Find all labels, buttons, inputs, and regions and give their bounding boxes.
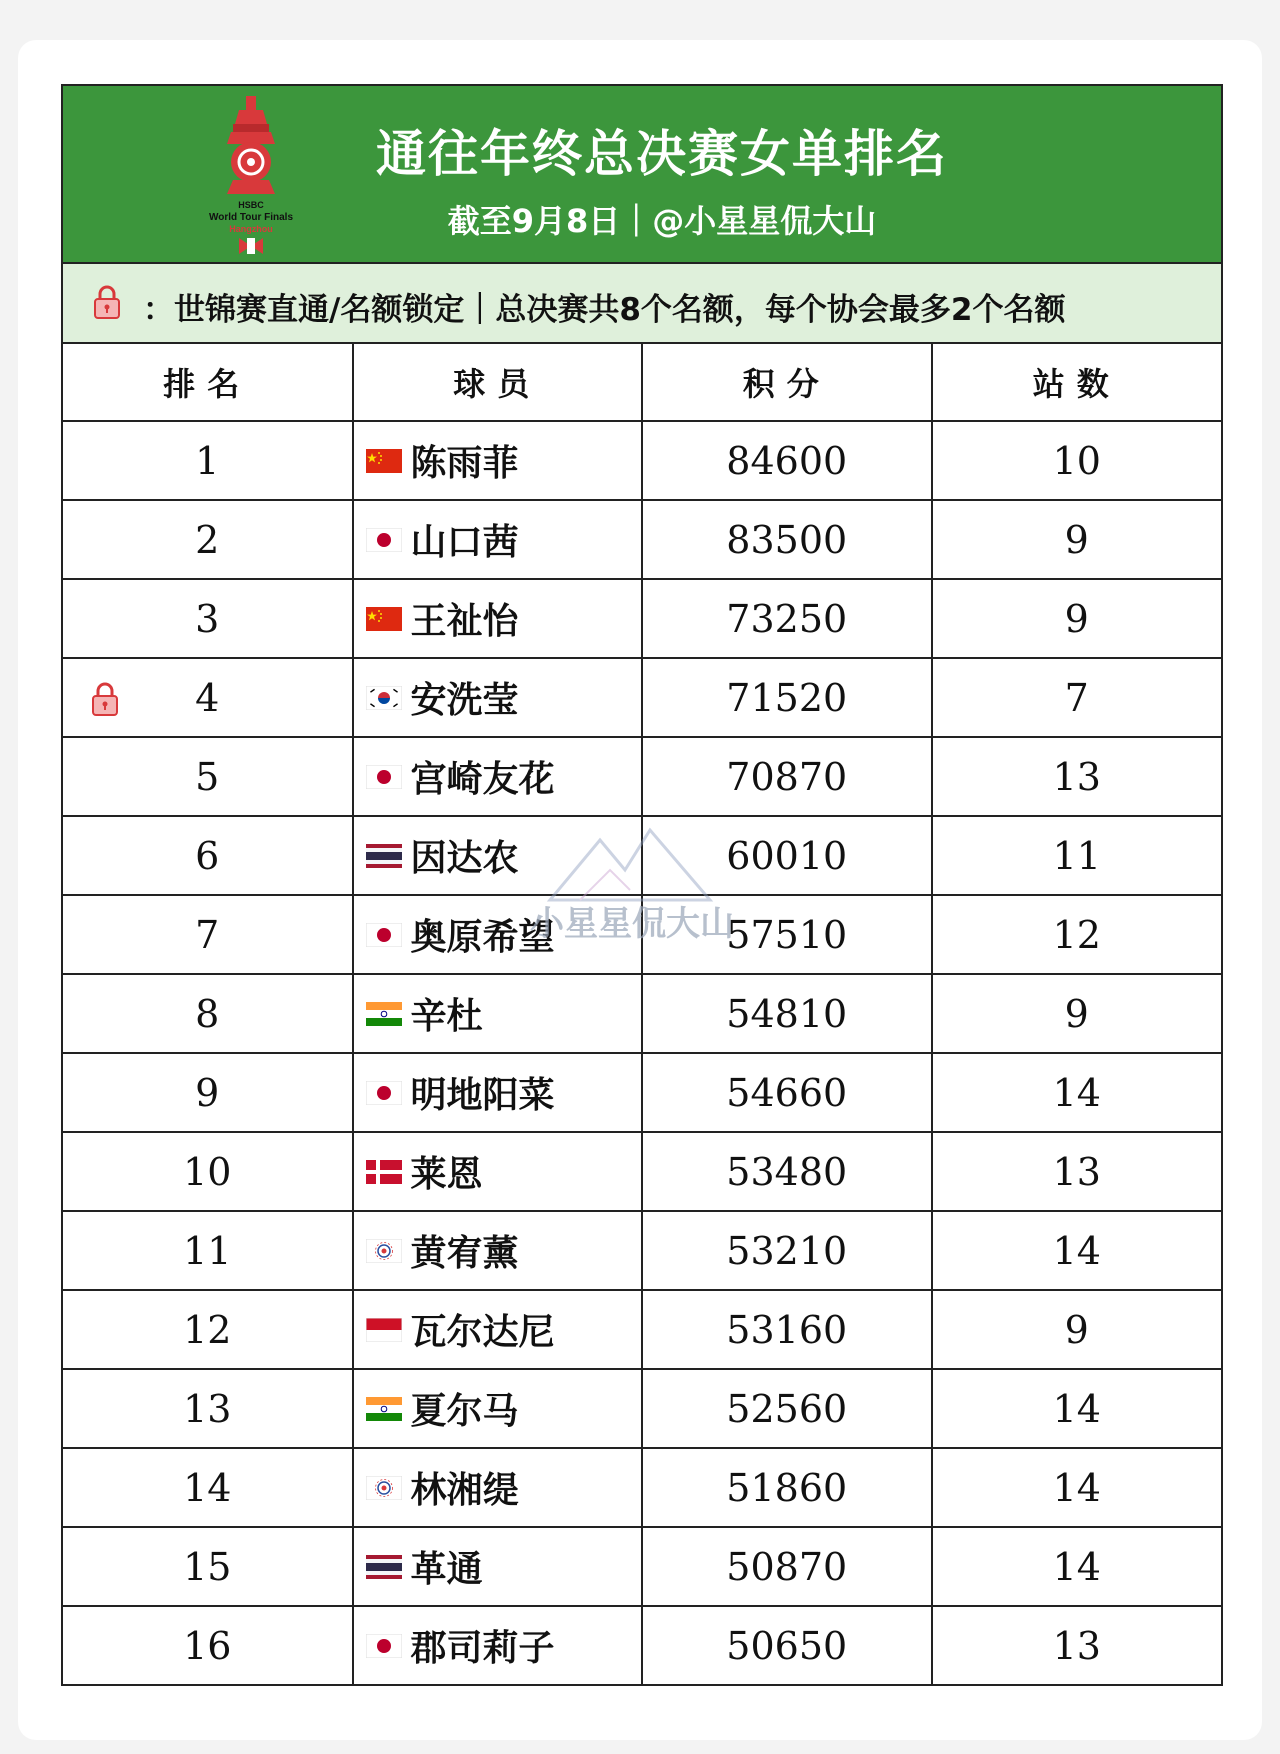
rank-value: 6 [195, 833, 220, 878]
player-cell [353, 1448, 643, 1527]
player-name: 安洗莹 [410, 680, 519, 721]
events-cell: 9 [932, 579, 1222, 658]
table-row [63, 1369, 1221, 1448]
points-cell: 71520 [642, 658, 932, 737]
points-cell: 53160 [642, 1290, 932, 1369]
column-header-events: 站数 [932, 344, 1222, 421]
logo-text-hsbc: HSBC [238, 200, 264, 210]
jp-flag-icon [366, 923, 402, 947]
player-name: 莱恩 [410, 1154, 483, 1195]
rank-cell [63, 1132, 353, 1211]
rank-cell [63, 737, 353, 816]
player-name: 山口茜 [410, 522, 519, 563]
rank-value: 15 [183, 1544, 232, 1589]
cn-flag-icon [366, 607, 402, 631]
points-cell: 50650 [642, 1606, 932, 1684]
rank-value: 12 [183, 1307, 232, 1352]
in-flag-icon [366, 1002, 402, 1026]
rank-value: 8 [195, 991, 220, 1036]
player-cell [353, 1053, 643, 1132]
logo-text-wtf: World Tour Finals [208, 212, 294, 223]
points-cell: 84600 [642, 421, 932, 500]
tpe-flag-icon [366, 1239, 402, 1263]
points-cell: 60010 [642, 816, 932, 895]
player-name: 林湘缇 [410, 1470, 519, 1511]
rank-cell [63, 500, 353, 579]
table-row [63, 1211, 1221, 1290]
player-name: 辛杜 [410, 996, 483, 1037]
rank-cell [63, 1053, 353, 1132]
events-cell: 11 [932, 816, 1222, 895]
header-banner [63, 86, 1221, 264]
points-cell: 51860 [642, 1448, 932, 1527]
table-row [63, 579, 1221, 658]
player-name: 宫崎友花 [410, 759, 555, 800]
events-cell: 14 [932, 1369, 1222, 1448]
table-row [63, 816, 1221, 895]
player-name: 因达农 [410, 838, 519, 879]
th-flag-icon [366, 1555, 402, 1579]
page-title: 通往年终总决赛女单排名 [376, 125, 948, 183]
player-cell [353, 500, 643, 579]
rank-cell [63, 895, 353, 974]
watermark-text: 小星星侃大山 [530, 904, 734, 944]
events-cell: 10 [932, 421, 1222, 500]
events-cell: 12 [932, 895, 1222, 974]
in-flag-icon [366, 1397, 402, 1421]
points-cell: 73250 [642, 579, 932, 658]
player-name: 陈雨菲 [410, 443, 519, 484]
rank-cell [63, 1369, 353, 1448]
rank-cell [63, 1527, 353, 1606]
kr-flag-icon [366, 686, 402, 710]
points-cell: 83500 [642, 500, 932, 579]
player-name: 明地阳菜 [410, 1075, 555, 1116]
rank-cell [63, 1448, 353, 1527]
table-row [63, 1527, 1221, 1606]
points-cell: 70870 [642, 737, 932, 816]
rank-cell [63, 1211, 353, 1290]
column-header-player: 球员 [353, 344, 643, 421]
rank-value: 9 [195, 1070, 220, 1115]
events-cell: 13 [932, 1132, 1222, 1211]
cn-flag-icon [366, 449, 402, 473]
events-cell: 14 [932, 1053, 1222, 1132]
rank-value: 7 [195, 912, 220, 957]
logo-text-city: Hangzhou [229, 224, 273, 234]
player-cell [353, 1527, 643, 1606]
rank-cell [63, 658, 353, 737]
points-cell: 53210 [642, 1211, 932, 1290]
table-row [63, 1448, 1221, 1527]
rank-cell [63, 579, 353, 658]
player-name: 奥原希望 [410, 917, 555, 958]
player-cell [353, 1132, 643, 1211]
player-cell [353, 658, 643, 737]
lock-icon [93, 284, 121, 324]
jp-flag-icon [366, 765, 402, 789]
rank-cell [63, 816, 353, 895]
column-header-rank: 排名 [63, 344, 353, 421]
table-header-row [63, 344, 1221, 421]
notice-bar [63, 264, 1221, 344]
table-body [63, 421, 1221, 1684]
table-row [63, 1132, 1221, 1211]
player-cell [353, 579, 643, 658]
events-cell: 14 [932, 1527, 1222, 1606]
lock-icon [91, 681, 119, 726]
points-cell: 54810 [642, 974, 932, 1053]
ranking-sheet [61, 84, 1223, 1686]
rank-value: 1 [195, 438, 220, 483]
events-cell: 9 [932, 500, 1222, 579]
events-cell: 14 [932, 1211, 1222, 1290]
dk-flag-icon [366, 1160, 402, 1184]
events-cell: 14 [932, 1448, 1222, 1527]
id-flag-icon [366, 1318, 402, 1342]
player-name: 瓦尔达尼 [410, 1312, 555, 1353]
table-row [63, 974, 1221, 1053]
points-cell: 52560 [642, 1369, 932, 1448]
events-cell: 9 [932, 974, 1222, 1053]
player-cell [353, 1369, 643, 1448]
points-cell: 53480 [642, 1132, 932, 1211]
jp-flag-icon [366, 1634, 402, 1658]
points-cell: 50870 [642, 1527, 932, 1606]
player-cell [353, 974, 643, 1053]
rank-cell [63, 421, 353, 500]
player-cell [353, 737, 643, 816]
table-row [63, 1053, 1221, 1132]
page-subtitle: 截至9月8日｜@小星星侃大山 [447, 202, 877, 240]
table-row [63, 1606, 1221, 1684]
table-row [63, 658, 1221, 737]
player-name: 王祉怡 [410, 601, 519, 642]
rank-cell [63, 1606, 353, 1684]
table-row [63, 421, 1221, 500]
rank-cell [63, 1290, 353, 1369]
player-cell [353, 1290, 643, 1369]
rank-cell [63, 974, 353, 1053]
table-row [63, 500, 1221, 579]
rank-value: 4 [195, 675, 220, 720]
rank-value: 11 [183, 1228, 232, 1273]
player-cell [353, 1211, 643, 1290]
rank-value: 2 [195, 517, 220, 562]
column-header-points: 积分 [642, 344, 932, 421]
ranking-table [63, 344, 1221, 1684]
points-cell: 54660 [642, 1053, 932, 1132]
player-name: 黄宥薰 [410, 1233, 519, 1274]
th-flag-icon [366, 844, 402, 868]
player-cell [353, 1606, 643, 1684]
player-name: 郡司莉子 [410, 1628, 555, 1669]
rank-value: 14 [183, 1465, 232, 1510]
jp-flag-icon [366, 528, 402, 552]
player-name: 革通 [410, 1549, 483, 1590]
events-cell: 9 [932, 1290, 1222, 1369]
table-row [63, 1290, 1221, 1369]
rank-value: 10 [183, 1149, 232, 1194]
events-cell: 13 [932, 737, 1222, 816]
rank-value: 5 [195, 754, 220, 799]
player-name: 夏尔马 [410, 1391, 519, 1432]
player-cell [353, 816, 643, 895]
table-row [63, 737, 1221, 816]
player-cell [353, 421, 643, 500]
rank-value: 13 [183, 1386, 232, 1431]
notice-text: ：世锦赛直通/名额锁定｜总决赛共8个名额，每个协会最多2个名额 [143, 292, 1066, 328]
jp-flag-icon [366, 1081, 402, 1105]
rank-value: 3 [195, 596, 220, 641]
events-cell: 13 [1052, 1623, 1101, 1668]
rank-value: 16 [183, 1623, 232, 1668]
tpe-flag-icon [366, 1476, 402, 1500]
events-cell: 7 [932, 658, 1222, 737]
points-cell: 57510 [642, 895, 932, 974]
